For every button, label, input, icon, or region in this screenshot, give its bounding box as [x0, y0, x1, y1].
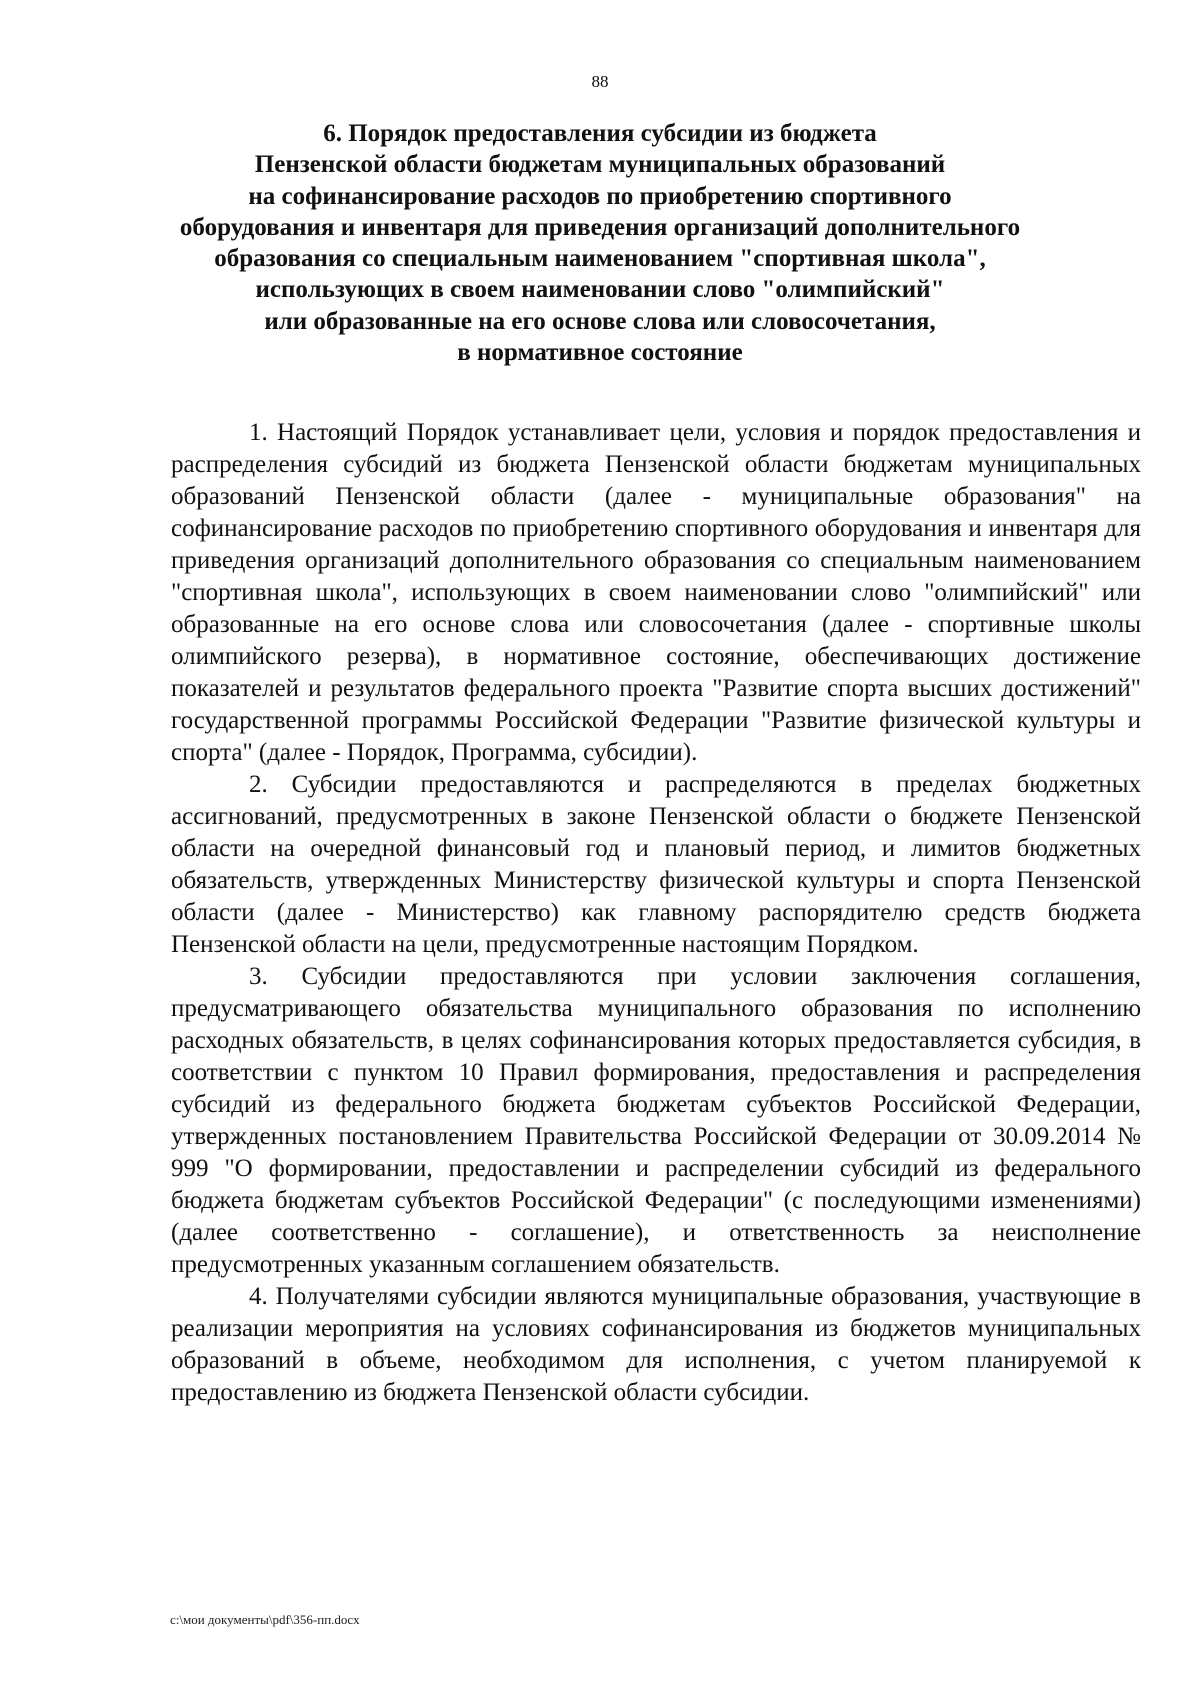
heading-line: на софинансирование расходов по приобретению спортивного: [248, 182, 952, 210]
heading-line: 6. Порядок предоставления субсидии из бюджета: [323, 120, 877, 147]
section-heading: [150, 118, 1050, 368]
paragraph-4: 4. Получателями субсидии являются муниципальные образования, участвующие в реализации мероприятия на условиях софинансирования из бюджетов муниципальных образований в объеме, необходимом для исполнения, с учетом планируемой к предоставлению из бюджета Пензенской области субсидии.: [171, 1283, 1141, 1406]
heading-line: оборудования и инвентаря для приведения организаций дополнительного: [179, 213, 1021, 241]
heading-line: Пензенской области бюджетам муниципальных образований: [254, 151, 946, 179]
page-number: 88: [591, 72, 609, 91]
heading-line: образования со специальным наименованием "спортивная школа",: [214, 245, 986, 273]
heading-line: в нормативное состояние: [457, 339, 743, 367]
paragraph-3: 3. Субсидии предоставляются при условии заключения соглашения, предусматривающего обязательства муниципального образования по исполнению расходных обязательств, в целях софинансирования которых предоставляется субсидия, в соответствии с пунктом 10 Правил формирования, предоставления и распределения субсидий из федерального бюджета бюджетам субъектов Российской Федерации, утвержденных постановлением Правительства Российской Федерации от 30.09.2014 № 999 "О формировании, предоставлении и распределении субсидий из федерального бюджета бюджетам субъектов Российской Федерации" (с последующими изменениями) (далее соответственно - соглашение), и ответственность за неисполнение предусмотренных указанным соглашением обязательств.: [171, 963, 1141, 1278]
heading-line: или образованные на его основе слова или словосочетания,: [264, 307, 936, 335]
heading-line: использующих в своем наименовании слово "олимпийский": [255, 276, 945, 304]
paragraph-1: 1. Настоящий Порядок устанавливает цели, условия и порядок предоставления и распределения субсидий из бюджета Пензенской области бюджетам муниципальных образований Пензенской области (далее - муниципальные образования" на софинансирование расходов по приобретению спортивного оборудования и инвентаря для приведения организаций дополнительного образования со специальным наименованием "спортивная школа", использующих в своем наименовании слово "олимпийский" или образованные на его основе слова или словосочетания (далее - спортивные школы олимпийского резерва), в нормативное состояние, обеспечивающих достижение показателей и результатов федерального проекта "Развитие спорта высших достижений" государственной программы Российской Федерации "Развитие физической культуры и спорта" (далее - Порядок, Программа, субсидии).: [171, 419, 1141, 766]
paragraph-2: 2. Субсидии предоставляются и распределяются в пределах бюджетных ассигнований, предусмотренных в законе Пензенской области о бюджете Пензенской области на очередной финансовый год и плановый период, и лимитов бюджетных обязательств, утвержденных Министерству физической культуры и спорта Пензенской области (далее - Министерство) как главному распорядителю средств бюджета Пензенской области на цели, предусмотренные настоящим Порядком.: [171, 771, 1141, 958]
file-path-footer: c:\мои документы\pdf\356-пп.docx: [170, 1612, 360, 1627]
document-body: [171, 417, 1141, 1409]
